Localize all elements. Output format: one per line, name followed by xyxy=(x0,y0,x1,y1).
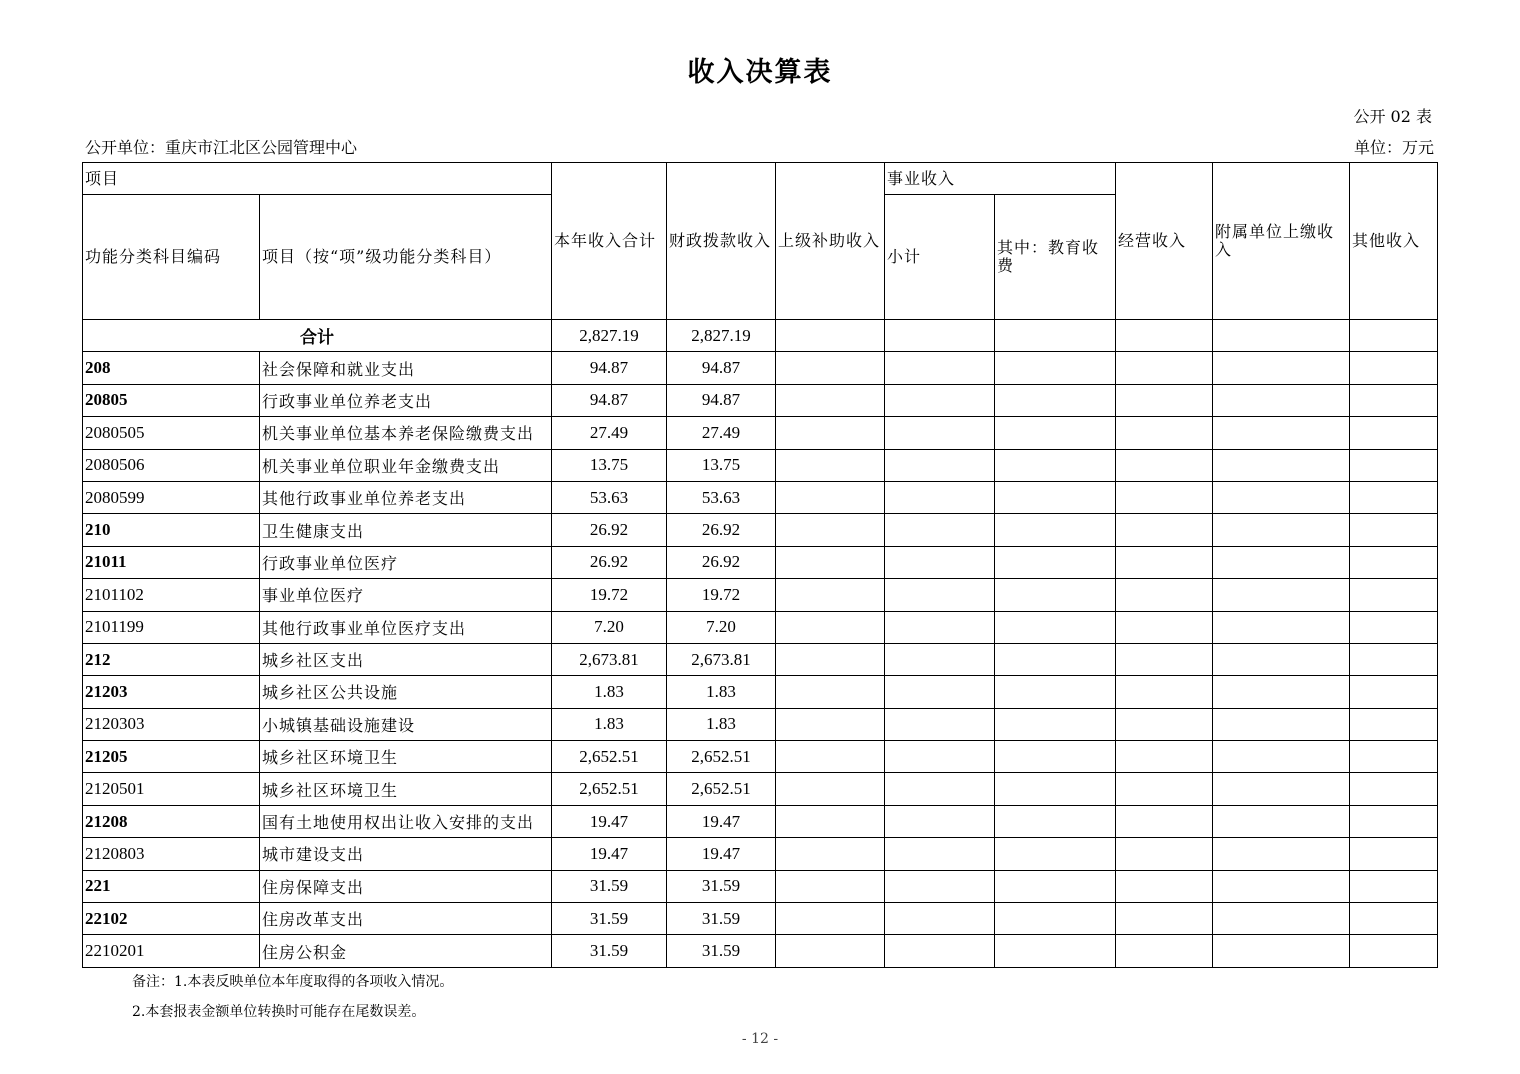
table-row xyxy=(83,708,1438,740)
row-fiscal: 94.87 xyxy=(667,352,776,384)
empty-cell xyxy=(1350,514,1438,546)
row-total-income: 7.20 xyxy=(552,611,667,643)
empty-cell xyxy=(776,741,885,773)
header-superior: 上级补助收入 xyxy=(776,163,885,320)
empty-cell xyxy=(776,643,885,675)
empty-cell xyxy=(995,481,1116,513)
empty-cell xyxy=(995,417,1116,449)
page-title: 收入决算表 xyxy=(687,57,833,88)
empty-cell xyxy=(885,708,995,740)
empty-cell xyxy=(1350,935,1438,967)
empty-cell xyxy=(1213,481,1350,513)
empty-cell xyxy=(885,611,995,643)
empty-cell xyxy=(1350,676,1438,708)
empty-cell xyxy=(776,352,885,384)
empty-cell xyxy=(1116,449,1213,481)
row-total-income: 94.87 xyxy=(552,384,667,416)
empty-cell xyxy=(776,546,885,578)
table-row xyxy=(83,611,1438,643)
row-total-income: 26.92 xyxy=(552,546,667,578)
empty-cell xyxy=(1213,449,1350,481)
empty-cell xyxy=(1350,870,1438,902)
row-total-income: 19.47 xyxy=(552,805,667,837)
row-fiscal: 26.92 xyxy=(667,546,776,578)
empty-cell xyxy=(1213,708,1350,740)
empty-cell xyxy=(885,773,995,805)
empty-cell xyxy=(995,741,1116,773)
empty-cell xyxy=(995,579,1116,611)
row-code: 221 xyxy=(83,870,260,902)
row-total-income: 19.72 xyxy=(552,579,667,611)
empty-cell xyxy=(1116,643,1213,675)
row-name: 城乡社区环境卫生 xyxy=(260,741,552,773)
empty-cell xyxy=(995,805,1116,837)
empty-cell xyxy=(1213,773,1350,805)
row-code: 2080506 xyxy=(83,449,260,481)
row-name: 住房改革支出 xyxy=(260,903,552,935)
empty-cell xyxy=(1350,838,1438,870)
row-code: 22102 xyxy=(83,903,260,935)
empty-cell xyxy=(1213,870,1350,902)
empty-cell xyxy=(995,870,1116,902)
row-code: 2080505 xyxy=(83,417,260,449)
empty-cell xyxy=(995,352,1116,384)
empty-cell xyxy=(1350,579,1438,611)
row-name: 机关事业单位基本养老保险缴费支出 xyxy=(260,417,552,449)
table-body xyxy=(83,352,1438,967)
empty-cell xyxy=(776,320,885,352)
row-name: 城乡社区支出 xyxy=(260,643,552,675)
row-name: 国有土地使用权出让收入安排的支出 xyxy=(260,805,552,837)
empty-cell xyxy=(1116,514,1213,546)
row-total-income: 1.83 xyxy=(552,708,667,740)
empty-cell xyxy=(1213,546,1350,578)
row-total-income: 2,652.51 xyxy=(552,773,667,805)
empty-cell xyxy=(1213,611,1350,643)
row-total-income: 31.59 xyxy=(552,870,667,902)
row-code: 2120303 xyxy=(83,708,260,740)
empty-cell xyxy=(885,870,995,902)
empty-cell xyxy=(776,481,885,513)
empty-cell xyxy=(995,384,1116,416)
row-fiscal: 13.75 xyxy=(667,449,776,481)
row-name: 小城镇基础设施建设 xyxy=(260,708,552,740)
empty-cell xyxy=(1213,935,1350,967)
row-fiscal: 31.59 xyxy=(667,870,776,902)
row-fiscal: 31.59 xyxy=(667,903,776,935)
empty-cell xyxy=(1213,514,1350,546)
empty-cell xyxy=(995,514,1116,546)
total-fiscal-value: 2,827.19 xyxy=(667,320,776,352)
empty-cell xyxy=(776,708,885,740)
empty-cell xyxy=(1116,611,1213,643)
row-fiscal: 19.47 xyxy=(667,838,776,870)
empty-cell xyxy=(776,903,885,935)
row-name: 卫生健康支出 xyxy=(260,514,552,546)
empty-cell xyxy=(885,676,995,708)
empty-cell xyxy=(776,676,885,708)
row-total-income: 94.87 xyxy=(552,352,667,384)
table-row xyxy=(83,838,1438,870)
currency-unit: 单位：万元 xyxy=(1353,138,1434,157)
note-2: 2.本套报表金额单位转换时可能存在尾数误差。 xyxy=(132,1004,426,1020)
row-fiscal: 27.49 xyxy=(667,417,776,449)
row-name: 行政事业单位养老支出 xyxy=(260,384,552,416)
empty-cell xyxy=(776,805,885,837)
row-total-income: 2,652.51 xyxy=(552,741,667,773)
empty-cell xyxy=(885,838,995,870)
empty-cell xyxy=(1350,546,1438,578)
empty-cell xyxy=(995,935,1116,967)
table-row xyxy=(83,449,1438,481)
row-total-income: 13.75 xyxy=(552,449,667,481)
empty-cell xyxy=(885,903,995,935)
header-operating: 经营收入 xyxy=(1116,163,1213,320)
empty-cell xyxy=(1350,805,1438,837)
row-total-income: 27.49 xyxy=(552,417,667,449)
empty-cell xyxy=(885,741,995,773)
empty-cell xyxy=(1116,805,1213,837)
header-education: 其中：教育收费 xyxy=(995,195,1116,320)
table-row xyxy=(83,805,1438,837)
row-name: 住房公积金 xyxy=(260,935,552,967)
empty-cell xyxy=(776,579,885,611)
table-row xyxy=(83,481,1438,513)
row-fiscal: 19.47 xyxy=(667,805,776,837)
table-row xyxy=(83,676,1438,708)
empty-cell xyxy=(1213,903,1350,935)
empty-cell xyxy=(776,870,885,902)
row-code: 2101102 xyxy=(83,579,260,611)
empty-cell xyxy=(885,449,995,481)
reporting-unit: 公开单位：重庆市江北区公园管理中心 xyxy=(85,138,358,157)
row-total-income: 1.83 xyxy=(552,676,667,708)
row-total-income: 31.59 xyxy=(552,935,667,967)
empty-cell xyxy=(776,935,885,967)
empty-cell xyxy=(885,643,995,675)
row-name: 其他行政事业单位医疗支出 xyxy=(260,611,552,643)
row-name: 城乡社区公共设施 xyxy=(260,676,552,708)
header-other: 其他收入 xyxy=(1350,163,1438,320)
table-row xyxy=(83,870,1438,902)
row-name: 城市建设支出 xyxy=(260,838,552,870)
empty-cell xyxy=(885,384,995,416)
row-name: 其他行政事业单位养老支出 xyxy=(260,481,552,513)
page-number: - 12 - xyxy=(741,1031,779,1047)
empty-cell xyxy=(1350,449,1438,481)
empty-cell xyxy=(995,773,1116,805)
row-code: 2120803 xyxy=(83,838,260,870)
empty-cell xyxy=(1116,546,1213,578)
row-name: 城乡社区环境卫生 xyxy=(260,773,552,805)
empty-cell xyxy=(995,676,1116,708)
empty-cell xyxy=(776,838,885,870)
empty-cell xyxy=(885,352,995,384)
empty-cell xyxy=(1350,903,1438,935)
empty-cell xyxy=(995,643,1116,675)
empty-cell xyxy=(1116,741,1213,773)
row-fiscal: 1.83 xyxy=(667,676,776,708)
row-code: 2120501 xyxy=(83,773,260,805)
row-fiscal: 7.20 xyxy=(667,611,776,643)
row-fiscal: 26.92 xyxy=(667,514,776,546)
row-code: 21011 xyxy=(83,546,260,578)
note-1: 备注：1.本表反映单位本年度取得的各项收入情况。 xyxy=(132,974,454,990)
header-project: 项目 xyxy=(83,163,552,195)
total-label: 合计 xyxy=(83,320,552,352)
row-code: 2080599 xyxy=(83,481,260,513)
row-total-income: 2,673.81 xyxy=(552,643,667,675)
empty-cell xyxy=(1116,384,1213,416)
empty-cell xyxy=(1116,417,1213,449)
empty-cell xyxy=(995,708,1116,740)
empty-cell xyxy=(1213,643,1350,675)
table-row xyxy=(83,773,1438,805)
empty-cell xyxy=(1116,708,1213,740)
empty-cell xyxy=(1213,384,1350,416)
header-func-code: 功能分类科目编码 xyxy=(83,195,260,320)
empty-cell xyxy=(776,611,885,643)
empty-cell xyxy=(1116,320,1213,352)
row-code: 21205 xyxy=(83,741,260,773)
row-fiscal: 31.59 xyxy=(667,935,776,967)
row-code: 2101199 xyxy=(83,611,260,643)
row-code: 21208 xyxy=(83,805,260,837)
empty-cell xyxy=(885,935,995,967)
empty-cell xyxy=(885,805,995,837)
row-name: 行政事业单位医疗 xyxy=(260,546,552,578)
row-name: 住房保障支出 xyxy=(260,870,552,902)
empty-cell xyxy=(1213,417,1350,449)
empty-cell xyxy=(1213,676,1350,708)
empty-cell xyxy=(1116,838,1213,870)
empty-cell xyxy=(1116,903,1213,935)
header-item-name: 项目（按“项”级功能分类科目） xyxy=(260,195,552,320)
table-row xyxy=(83,643,1438,675)
empty-cell xyxy=(995,320,1116,352)
empty-cell xyxy=(1213,352,1350,384)
empty-cell xyxy=(776,417,885,449)
row-fiscal: 2,652.51 xyxy=(667,741,776,773)
total-income-value: 2,827.19 xyxy=(552,320,667,352)
row-name: 事业单位医疗 xyxy=(260,579,552,611)
row-fiscal: 2,652.51 xyxy=(667,773,776,805)
table-row xyxy=(83,579,1438,611)
empty-cell xyxy=(1116,352,1213,384)
empty-cell xyxy=(885,320,995,352)
table-row xyxy=(83,546,1438,578)
table-row xyxy=(83,741,1438,773)
empty-cell xyxy=(1116,481,1213,513)
empty-cell xyxy=(885,546,995,578)
row-total-income: 26.92 xyxy=(552,514,667,546)
empty-cell xyxy=(1116,676,1213,708)
empty-cell xyxy=(995,546,1116,578)
empty-cell xyxy=(1213,741,1350,773)
row-code: 20805 xyxy=(83,384,260,416)
row-fiscal: 53.63 xyxy=(667,481,776,513)
empty-cell xyxy=(885,481,995,513)
form-number: 公开 02 表 xyxy=(1353,107,1432,126)
empty-cell xyxy=(1350,741,1438,773)
empty-cell xyxy=(995,611,1116,643)
row-code: 208 xyxy=(83,352,260,384)
empty-cell xyxy=(1213,838,1350,870)
row-total-income: 31.59 xyxy=(552,903,667,935)
empty-cell xyxy=(1350,384,1438,416)
empty-cell xyxy=(1213,805,1350,837)
row-total-income: 19.47 xyxy=(552,838,667,870)
empty-cell xyxy=(995,838,1116,870)
header-affiliated: 附属单位上缴收入 xyxy=(1213,163,1350,320)
empty-cell xyxy=(1350,611,1438,643)
empty-cell xyxy=(1350,417,1438,449)
row-fiscal: 94.87 xyxy=(667,384,776,416)
table-row xyxy=(83,903,1438,935)
row-code: 2210201 xyxy=(83,935,260,967)
empty-cell xyxy=(776,773,885,805)
row-fiscal: 1.83 xyxy=(667,708,776,740)
empty-cell xyxy=(1116,935,1213,967)
row-code: 212 xyxy=(83,643,260,675)
empty-cell xyxy=(995,903,1116,935)
empty-cell xyxy=(1116,773,1213,805)
empty-cell xyxy=(1350,773,1438,805)
empty-cell xyxy=(885,514,995,546)
header-business-income: 事业收入 xyxy=(885,163,1116,195)
row-name: 社会保障和就业支出 xyxy=(260,352,552,384)
header-subtotal: 小计 xyxy=(885,195,995,320)
row-code: 21203 xyxy=(83,676,260,708)
row-fiscal: 2,673.81 xyxy=(667,643,776,675)
empty-cell xyxy=(1350,708,1438,740)
empty-cell xyxy=(1213,579,1350,611)
table-row xyxy=(83,417,1438,449)
empty-cell xyxy=(1350,320,1438,352)
table-row xyxy=(83,935,1438,967)
empty-cell xyxy=(1350,481,1438,513)
table-row xyxy=(83,384,1438,416)
empty-cell xyxy=(885,579,995,611)
total-row xyxy=(83,320,1438,352)
empty-cell xyxy=(1213,320,1350,352)
header-total-income: 本年收入合计 xyxy=(552,163,667,320)
row-name: 机关事业单位职业年金缴费支出 xyxy=(260,449,552,481)
empty-cell xyxy=(995,449,1116,481)
row-fiscal: 19.72 xyxy=(667,579,776,611)
empty-cell xyxy=(1116,579,1213,611)
empty-cell xyxy=(776,514,885,546)
row-total-income: 53.63 xyxy=(552,481,667,513)
row-code: 210 xyxy=(83,514,260,546)
income-table xyxy=(82,162,1438,968)
empty-cell xyxy=(776,449,885,481)
empty-cell xyxy=(885,417,995,449)
empty-cell xyxy=(1350,352,1438,384)
header-fiscal: 财政拨款收入 xyxy=(667,163,776,320)
table-row xyxy=(83,352,1438,384)
table-row xyxy=(83,514,1438,546)
empty-cell xyxy=(776,384,885,416)
empty-cell xyxy=(1350,643,1438,675)
empty-cell xyxy=(1116,870,1213,902)
